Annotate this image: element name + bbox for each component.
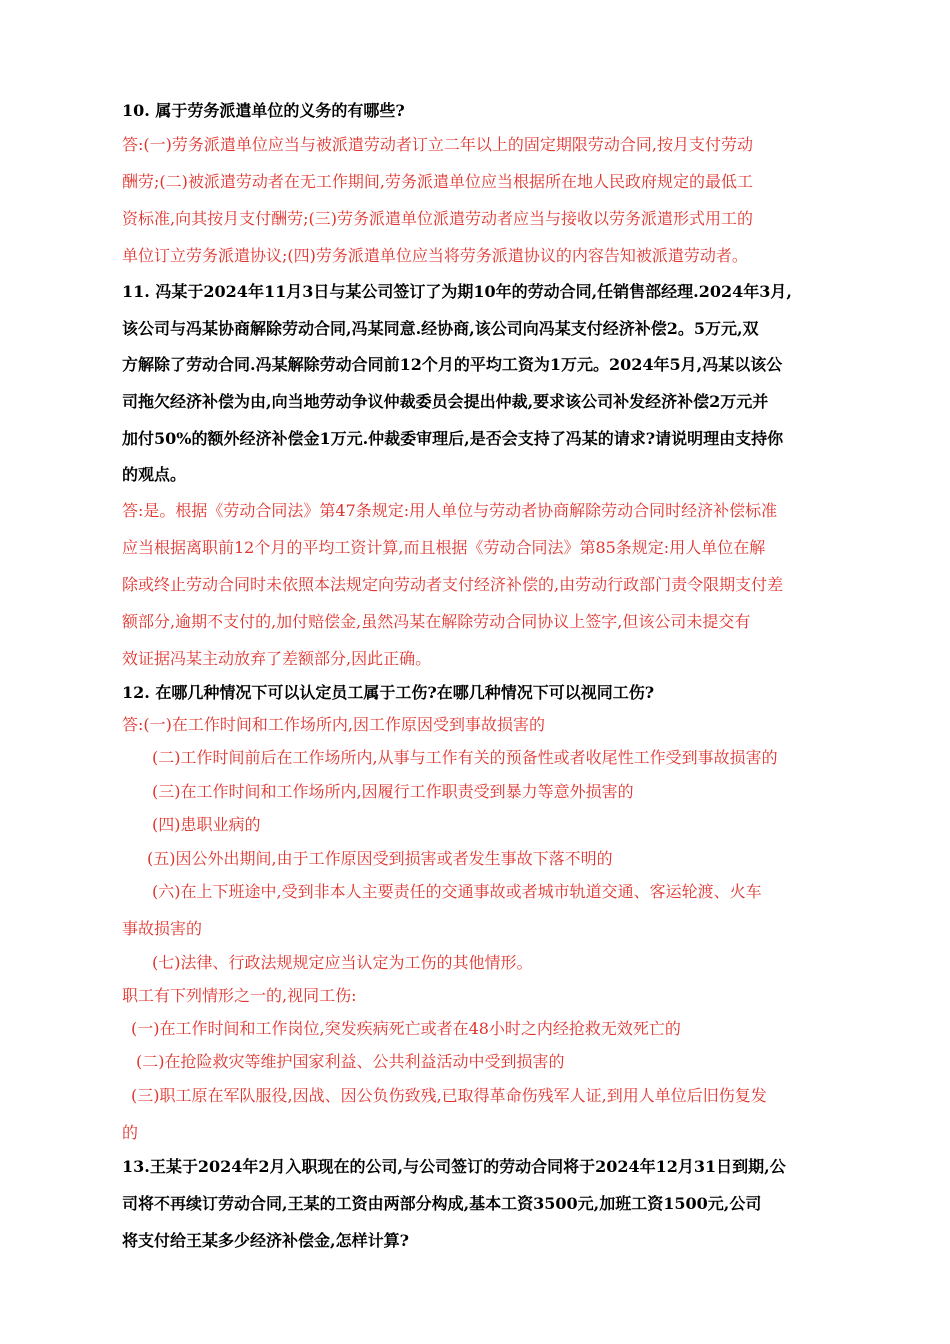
question-13-line-2: 司将不再续订劳动合同,王某的工资由两部分构成,基本工资3500元,加班工资1500元,公司 — [122, 1194, 762, 1213]
question-11-line-6: 的观点。 — [122, 465, 187, 484]
question-11-line-5: 加付50%的额外经济补偿金1万元.仲裁委审理后,是否会支持了冯某的请求?请说明理由支持你 — [122, 429, 784, 448]
question-11-line-4: 司拖欠经济补偿为由,向当地劳动争议仲裁委员会提出仲裁,要求该公司补发经济补偿2万元并 — [122, 392, 769, 411]
question-11-line-1: 11. 冯某于2024年11月3日与某公司签订了为期10年的劳动合同,任销售部经理.2024年3月, — [122, 282, 792, 301]
answer-12-line-8: (七)法律、行政法规规定应当认定为工伤的其他情形。 — [152, 953, 533, 972]
answer-12-line-3: (三)在工作时间和工作场所内,因履行工作职责受到暴力等意外损害的 — [152, 782, 634, 801]
answer-12-line-9: 职工有下列情形之一的,视同工伤: — [122, 986, 357, 1005]
answer-10-line-4: 单位订立劳务派遣协议;(四)劳务派遣单位应当将劳务派遣协议的内容告知被派遣劳动者。 — [122, 246, 748, 265]
answer-12-line-4: (四)患职业病的 — [152, 815, 261, 834]
answer-11-line-3: 除或终止劳动合同时未依照本法规定向劳动者支付经济补偿的,由劳动行政部门责令限期支付差 — [122, 575, 784, 594]
answer-12-line-1: 答:(一)在工作时间和工作场所内,因工作原因受到事故损害的 — [122, 715, 545, 734]
answer-12-line-11: (二)在抢险救灾等维护国家利益、公共利益活动中受到损害的 — [136, 1052, 565, 1071]
answer-12-line-10: (一)在工作时间和工作岗位,突发疾病死亡或者在48小时之内经抢救无效死亡的 — [131, 1019, 681, 1038]
answer-12-line-13: 的 — [122, 1123, 139, 1142]
answer-10-line-1: 答:(一)劳务派遣单位应当与被派遣劳动者订立二年以上的固定期限劳动合同,按月支付劳动 — [122, 135, 753, 154]
answer-11-line-4: 额部分,逾期不支付的,加付赔偿金,虽然冯某在解除劳动合同协议上签字,但该公司未提交有 — [122, 612, 751, 631]
answer-11-line-2: 应当根据离职前12个月的平均工资计算,而且根据《劳动合同法》第85条规定:用人单位在解 — [122, 538, 766, 557]
answer-10-line-2: 酬劳;(二)被派遣劳动者在无工作期间,劳务派遣单位应当根据所在地人民政府规定的最低工 — [122, 172, 753, 191]
answer-12-line-7: 事故损害的 — [122, 919, 203, 938]
answer-12-line-6: (六)在上下班途中,受到非本人主要责任的交通事故或者城市轨道交通、客运轮渡、火车 — [152, 882, 762, 901]
question-12: 12. 在哪几种情况下可以认定员工属于工伤?在哪几种情况下可以视同工伤? — [122, 683, 655, 702]
answer-11-line-5: 效证据冯某主动放弃了差额部分,因此正确。 — [122, 649, 432, 668]
question-13-line-1: 13.王某于2024年2月入职现在的公司,与公司签订的劳动合同将于2024年12月31日到期,公 — [122, 1157, 786, 1176]
answer-11-line-1: 答:是。根据《劳动合同法》第47条规定:用人单位与劳动者协商解除劳动合同时经济补偿标准 — [122, 501, 778, 520]
question-11-line-2: 该公司与冯某协商解除劳动合同,冯某同意.经协商,该公司向冯某支付经济补偿2。5万元,双 — [122, 319, 759, 338]
answer-12-line-2: (二)工作时间前后在工作场所内,从事与工作有关的预备性或者收尾性工作受到事故损害的 — [152, 748, 778, 767]
question-10: 10. 属于劳务派遣单位的义务的有哪些? — [122, 101, 405, 120]
answer-12-line-12: (三)职工原在军队服役,因战、因公负伤致残,已取得革命伤残军人证,到用人单位后旧伤复发 — [131, 1086, 767, 1105]
answer-10-line-3: 资标准,向其按月支付酬劳;(三)劳务派遣单位派遣劳动者应当与接收以劳务派遣形式用工的 — [122, 209, 753, 228]
question-13-line-3: 将支付给王某多少经济补偿金,怎样计算? — [122, 1231, 409, 1250]
question-11-line-3: 方解除了劳动合同.冯某解除劳动合同前12个月的平均工资为1万元。2024年5月,冯某以该公 — [122, 355, 783, 374]
answer-12-line-5: (五)因公外出期间,由于工作原因受到损害或者发生事故下落不明的 — [147, 849, 613, 868]
